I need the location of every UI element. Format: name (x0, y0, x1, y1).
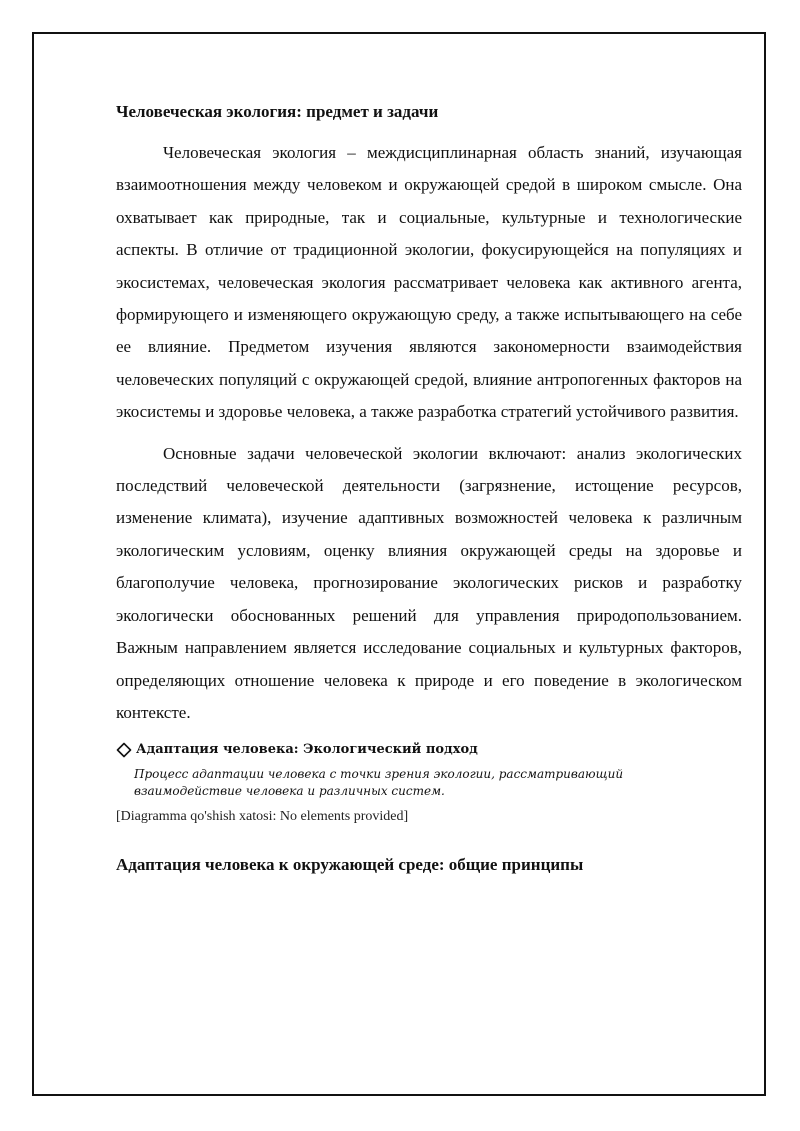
section-heading: Человеческая экология: предмет и задачи (116, 102, 439, 121)
paragraph: Человеческая экология – междисциплинарная область знаний, изучающая взаимоотношения между человеком и окружающей средой в широком смысле. Она охватывает как природные, так и социальные, культурные и технологические аспекты. В отличие от традиционной экологии, фокусирующейся на популяциях и экосистемах, человеческая экология рассматривает человека как активного агента, формирующего и изменяющего окружающую среду, а также испытывающего на себе ее влияние. Предметом изучения являются закономерности взаимодействия человеческих популяций с окружающей средой, влияние антропогенных факторов на экосистемы и здоровье человека, а также разработка стратегий устойчивого развития. (116, 143, 742, 422)
diagram-header (116, 741, 742, 759)
paragraph: Основные задачи человеческой экологии включают: анализ экологических последствий человеческой деятельности (загрязнение, истощение ресурсов, изменение климата), изучение адаптивных возможностей человека к различным экологическим условиям, оценку влияния окружающей среды на здоровье и благополучие человека, прогнозирование экологических рисков и разработку экологически обоснованных решений для управления природопользованием. Важным направлением является исследование социальных и культурных факторов, определяющих отношение человека к природе и его поведение в экологическом контексте. (116, 443, 742, 722)
document-body (116, 100, 742, 877)
diagram-description: Процесс адаптации человека с точки зрения экологии, рассматривающий взаимодействие человека и различных систем. (134, 767, 624, 799)
diagram-title: Адаптация человека: Экологический подход (136, 742, 478, 758)
diagram-error-message: [Diagramma qo'shish xatosi: No elements provided] (116, 809, 409, 825)
section-heading: Адаптация человека к окружающей среде: общие принципы (116, 855, 584, 875)
diagram-block (116, 741, 742, 826)
diamond-icon (116, 742, 132, 758)
